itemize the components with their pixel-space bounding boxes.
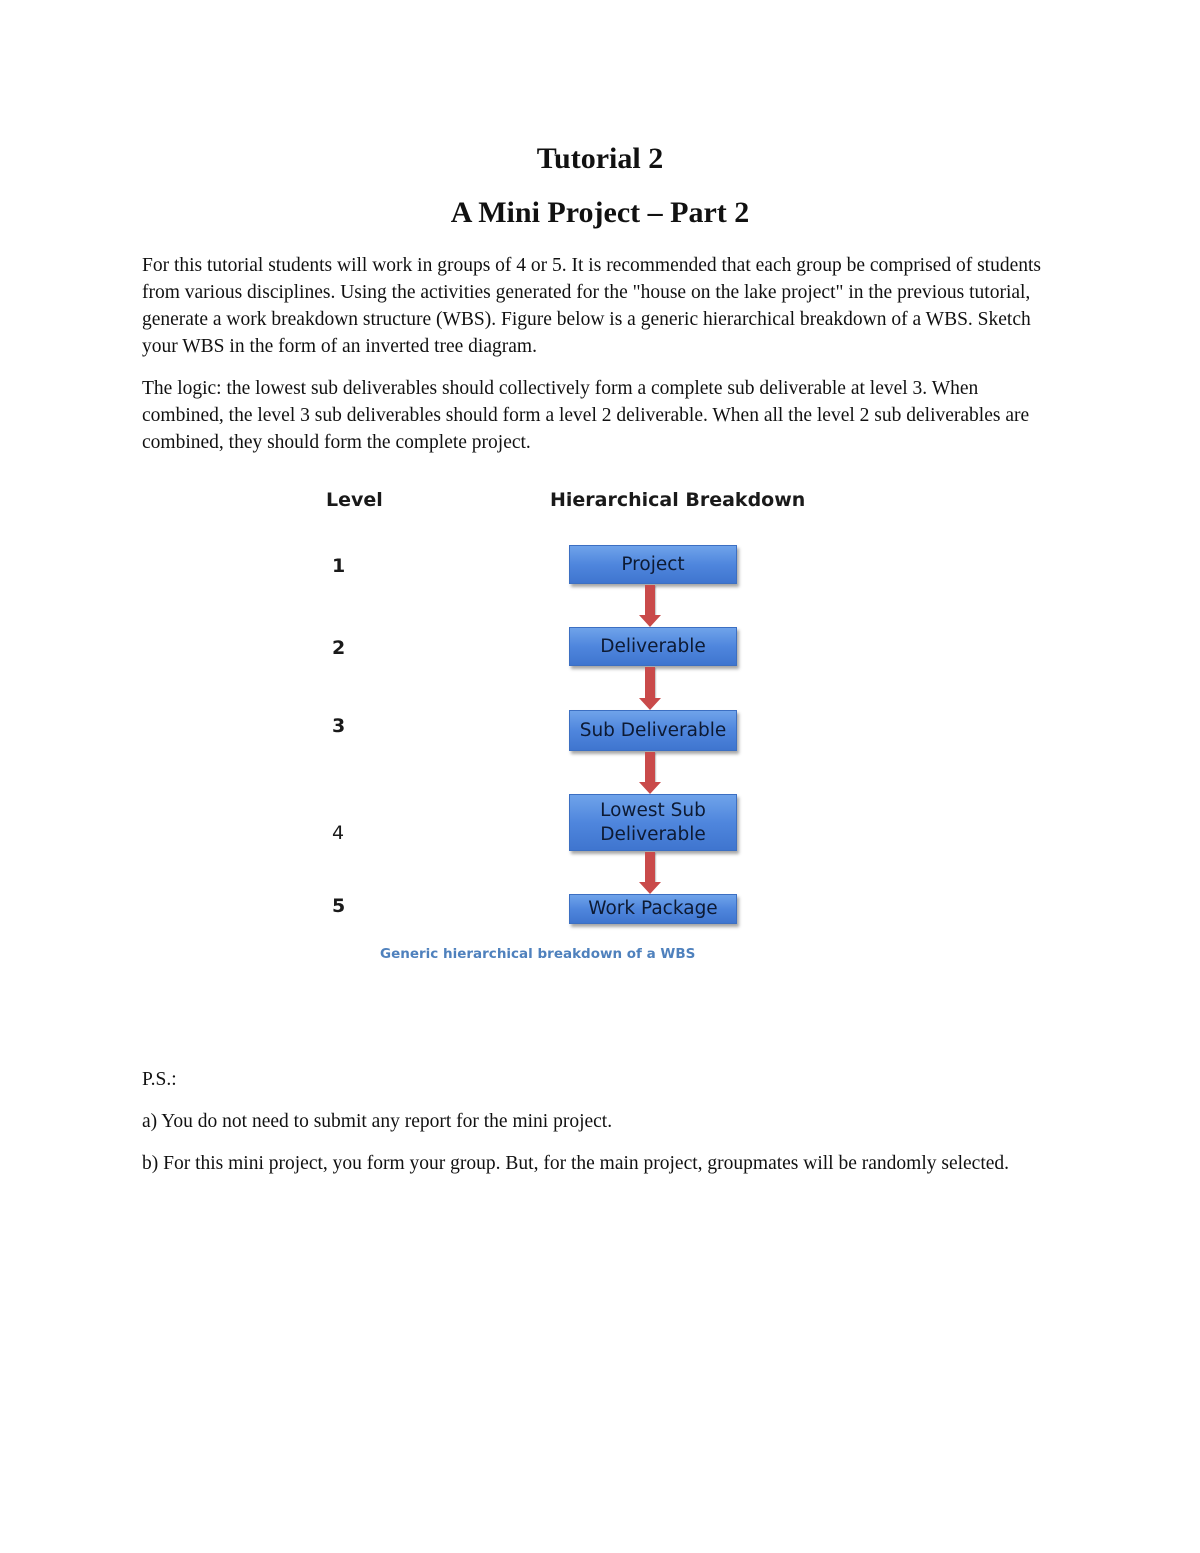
- ps-item-a: a) You do not need to submit any report for the mini project.: [142, 1111, 613, 1132]
- down-arrow-icon: [641, 852, 659, 894]
- wbs-box-deliverable: Deliverable: [569, 627, 737, 666]
- level-number-4: 4: [332, 822, 345, 844]
- wbs-box-project: Project: [569, 545, 737, 584]
- level-number-2: 2: [332, 637, 346, 659]
- down-arrow-icon: [641, 585, 659, 627]
- level-number-3: 3: [332, 715, 346, 737]
- logic-paragraph: The logic: the lowest sub deliverables should collectively form a complete sub deliverable at level 3. When combined, the level 3 sub deliverables should form a level 2 deliverable. When all the level 2 sub deliverables are combined, they should form the complete project.: [142, 378, 1030, 453]
- wbs-box-lowest-sub-deliverable: Lowest Sub Deliverable: [569, 794, 737, 851]
- down-arrow-icon: [641, 752, 659, 794]
- page-subtitle: A Mini Project – Part 2: [450, 196, 750, 229]
- down-arrow-icon: [641, 667, 659, 710]
- ps-item-b: b) For this mini project, you form your group. But, for the main project, groupmates will be randomly selected.: [142, 1153, 1010, 1174]
- breakdown-column-header: Hierarchical Breakdown: [550, 489, 806, 511]
- level-number-1: 1: [332, 555, 346, 577]
- wbs-box-sub-deliverable: Sub Deliverable: [569, 710, 737, 751]
- wbs-box-work-package: Work Package: [569, 894, 737, 924]
- intro-paragraph: For this tutorial students will work in groups of 4 or 5. It is recommended that each group be comprised of students from various disciplines. Using the activities generated for the "house on the lake project" in the previous tutorial, generate a work breakdown structure (WBS). Figure below is a generic hierarchical breakdown of a WBS. Sketch your WBS in the form of an inverted tree diagram.: [142, 255, 1042, 357]
- level-number-5: 5: [332, 895, 346, 917]
- page-title: Tutorial 2: [536, 142, 664, 175]
- ps-heading: P.S.:: [142, 1069, 177, 1090]
- level-column-header: Level: [326, 489, 383, 511]
- figure-caption: Generic hierarchical breakdown of a WBS: [380, 946, 696, 962]
